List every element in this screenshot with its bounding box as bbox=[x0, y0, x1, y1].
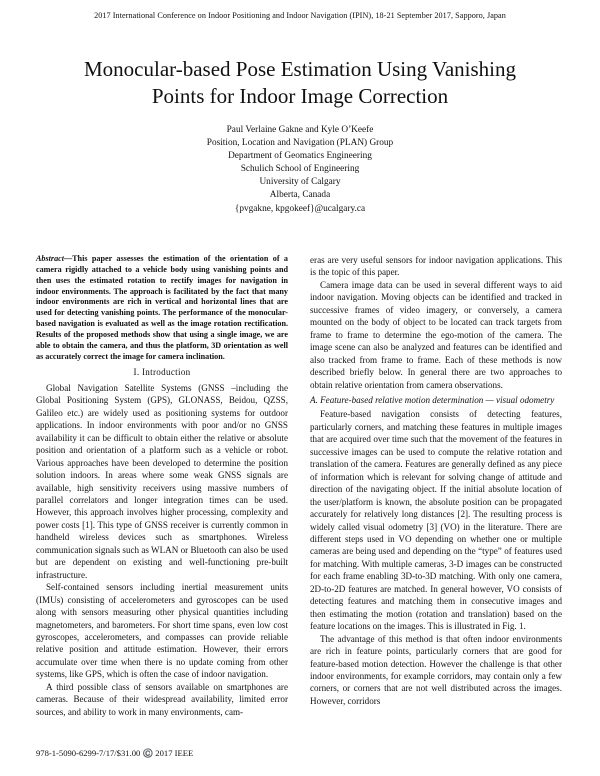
title-line-2: Points for Indoor Image Correction bbox=[151, 84, 449, 108]
right-paragraph-1: Camera image data can be used in several different ways to aid indoor navigation. Moving objects can be identified and tracked in successive frames of video imagery, or conversely, a camera mounted on the body of object to be located can track targets from frame to frame to determine the ego-motion of the camera. The image scene can also be analyzed and features can be identified and also tracked from frame to frame. Each of these methods is now described briefly below. In general there are two approaches to obtain relative orientation from camera observations. bbox=[310, 279, 562, 390]
abstract-body: —This paper assesses the estimation of the orientation of a camera rigidly attached to a vehicle body using vanishing points and then uses the estimated rotation to rectify images for navigation in indoor environments. The approach is facilitated by the fact that many indoor environments are rich in vertical and horizontal lines that are used for detecting vanishing points. The performance of the monocular-based navigation is evaluated as well as the image rotation rectification. Results of the proposed methods show that using a single image, we are able to obtain the camera, and thus the platform, 3D orientation as well as accurately correct the image for camera inclination. bbox=[36, 254, 288, 361]
intro-paragraph-2: Self-contained sensors including inertial measurement units (IMUs) consisting of accelerometers and gyroscopes can be used along with sensors measuring other physical quantities including magnetometers, and barometers. For short time spans, even low cost gyroscopes, accelerometers, and compasses can provide reliable relative position and attitude estimation. However, their errors accumulate over time when there is no update coming from other systems, like GPS, which is often the case of indoor navigation. bbox=[36, 582, 288, 680]
paper-title bbox=[30, 56, 570, 110]
intro-paragraph-1: Global Navigation Satellite Systems (GNSS –including the Global Positioning System (GPS), GLONASS, Beidou, QZSS, Galileo etc.) are widely used as positioning systems for outdoor applications. In indoor environments with poor and/or no GNSS availability it can be difficult to obtain either the relative or absolute position and orientation of a platform such as a vehicle or robot. Various approaches have been developed to determine the position solution indoors. In areas where some weak GNSS signals are available, high sensitivity receivers using massive numbers of parallel correlators and longer integration times can be used. However, this approach involves higher processing, complexity and power costs [1]. This type of GNSS receiver is currently common in handheld wireless devices such as smartphones. Wireless communication signals such as WLAN or Bluetooth can also be used but are dependent on existing and well-functioning pre-built infrastructure. bbox=[36, 382, 288, 580]
subsection-heading-visual-odometry: A. Feature-based relative motion determination — visual odometry bbox=[310, 394, 555, 405]
author-emails: {pvgakne, kpgokeef}@ucalgary.ca bbox=[234, 203, 366, 214]
right-paragraph-continued: eras are very useful sensors for indoor navigation applications. This is the topic of this paper. bbox=[310, 255, 562, 278]
abstract bbox=[36, 254, 288, 362]
title-line-1: Monocular-based Pose Estimation Using Vanishing bbox=[84, 57, 516, 81]
intro-paragraph-3: A third possible class of sensors available on smartphones are cameras. Because of their widespread availability, limited error sources, and ability to work in many environments, cam- bbox=[36, 681, 288, 717]
author-block bbox=[0, 124, 600, 216]
author-school: Schulich School of Engineering bbox=[240, 164, 360, 175]
section-heading-introduction: I. Introduction bbox=[133, 367, 191, 378]
conference-header: 2017 International Conference on Indoor Positioning and Indoor Navigation (IPIN), 18-21 September 2017, Sapporo, Japan bbox=[94, 11, 506, 20]
author-location: Alberta, Canada bbox=[269, 190, 331, 201]
author-names: Paul Verlaine Gakne and Kyle O’Keefe bbox=[226, 125, 374, 135]
left-column bbox=[36, 254, 288, 718]
author-department: Department of Geomatics Engineering bbox=[228, 151, 372, 162]
author-group: Position, Location and Navigation (PLAN) Group bbox=[206, 138, 394, 149]
abstract-lead: Abstract bbox=[36, 254, 64, 263]
author-university: University of Calgary bbox=[259, 177, 341, 188]
right-paragraph-3: The advantage of this method is that often indoor environments are rich in feature points, particularly corners that are good for feature-based motion detection. However the challenge is that other indoor environments, for example corridors, may contain only a few corners, or corners that are not well distributed across the images. However, corridors bbox=[310, 633, 562, 706]
right-column bbox=[310, 254, 562, 707]
copyright-footer: 978-1-5090-6299-7/17/$31.00 ©️ 2017 IEEE bbox=[36, 748, 194, 758]
right-paragraph-2: Feature-based navigation consists of detecting features, particularly corners, and matching these features in multiple images that are acquired over time such that the movement of the features in successive images can be used to compute the relative rotation and translation of the camera. Features are generally defined as any piece of information which is relevant for solving change of attitude and direction of the navigating object. If the initial absolute location of the user/platform is known, the absolute position can be propagated accurately for relatively long distances [2]. The resulting process is widely called visual odometry [3] (VO) in the literature. There are different steps used in VO depending on whether one or multiple cameras are being used and depending on the “type” of features used for matching. With multiple cameras, 3-D images can be constructed for each frame enabling 3D-to-3D matching. With only one camera, 2D-to-2D features are matched. In general however, VO consists of detecting features and matching them in consecutive images and then estimating the motion (rotation and translation) based on the feature locations on the images. This is illustrated in Fig. 1. bbox=[310, 409, 562, 632]
